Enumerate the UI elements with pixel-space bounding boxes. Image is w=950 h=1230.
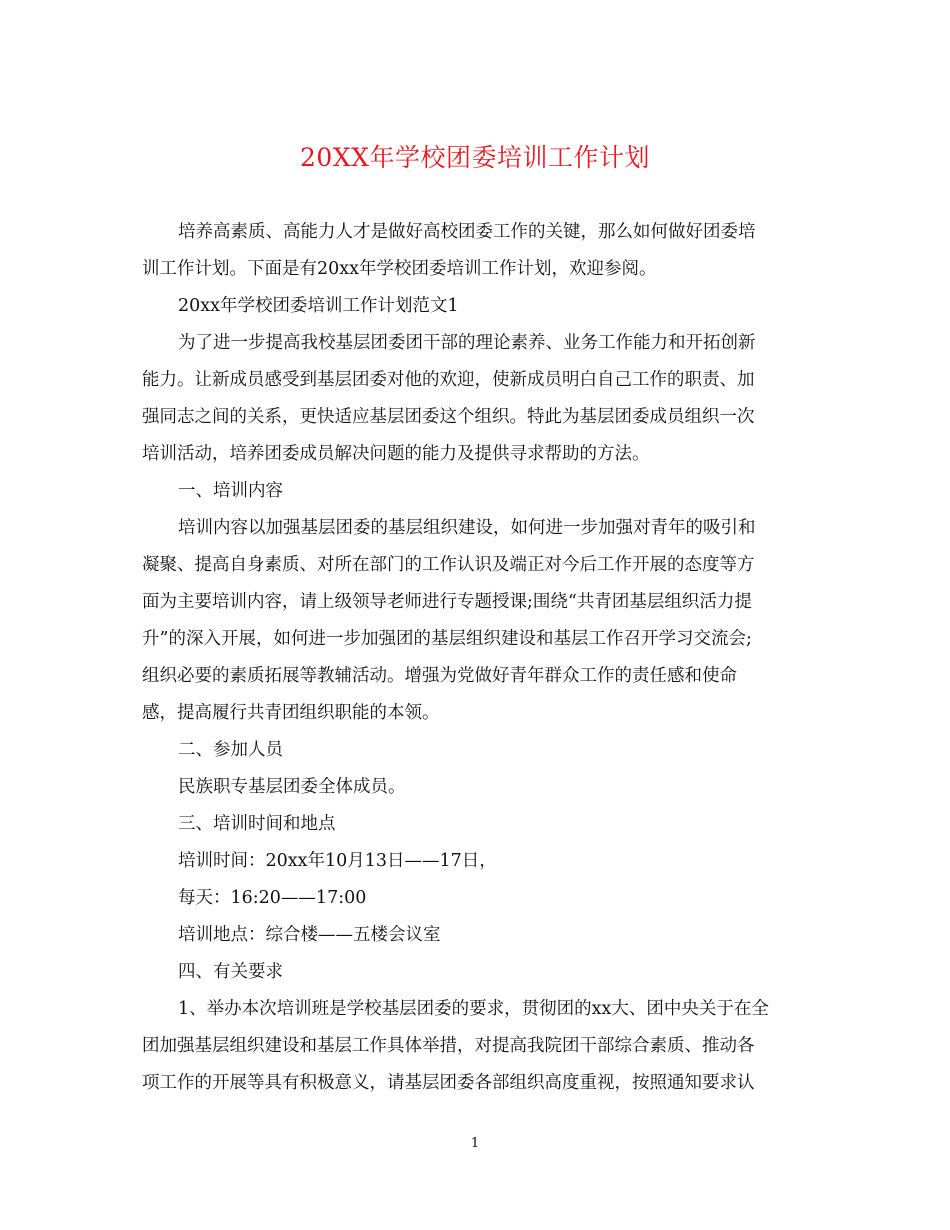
paragraph-line: 二、参加人员 <box>178 740 283 760</box>
paragraph-line: 四、有关要求 <box>178 962 283 982</box>
document-title: 20XX年学校团委培训工作计划 <box>300 143 650 172</box>
paragraph-line: 培训地点：综合楼——五楼会议室 <box>178 925 441 945</box>
paragraph-line: 训工作计划。下面是有20xx年学校团委培训工作计划，欢迎参阅。 <box>142 259 657 279</box>
page-number: 1 <box>470 1136 480 1151</box>
paragraph-line: 组织必要的素质拓展等教辅活动。增强为党做好青年群众工作的责任感和使命 <box>142 666 737 686</box>
paragraph-line: 感，提高履行共青团组织职能的本领。 <box>142 703 440 723</box>
paragraph-line: 民族职专基层团委全体成员。 <box>178 777 406 797</box>
paragraph-line: 培训活动，培养团委成员解决问题的能力及提供寻求帮助的方法。 <box>142 444 650 464</box>
paragraph-line: 20xx年学校团委培训工作计划范文1 <box>178 296 459 316</box>
paragraph-line: 三、培训时间和地点 <box>178 814 336 834</box>
paragraph-line: 培训时间：20xx年10月13日——17日， <box>178 851 497 871</box>
paragraph-line: 凝聚、提高自身素质、对所在部门的工作认识及端正对今后工作开展的态度等方 <box>142 555 755 575</box>
paragraph-line: 培训内容以加强基层团委的基层组织建设，如何进一步加强对青年的吸引和 <box>178 518 756 538</box>
paragraph-line: 一、培训内容 <box>178 481 283 501</box>
paragraph-line: 面为主要培训内容，请上级领导老师进行专题授课;围绕“共青团基层组织活力提 <box>142 592 752 612</box>
paragraph-line: 升”的深入开展，如何进一步加强团的基层组织建设和基层工作召开学习交流会; <box>142 629 752 649</box>
paragraph-line: 1、举办本次培训班是学校基层团委的要求，贯彻团的xx大、团中央关于在全 <box>178 999 769 1019</box>
document-body <box>142 214 798 1102</box>
paragraph-line: 团加强基层组织建设和基层工作具体举措，对提高我院团干部综合素质、推动各 <box>142 1036 755 1056</box>
paragraph-line: 培养高素质、高能力人才是做好高校团委工作的关键，那么如何做好团委培 <box>178 222 756 242</box>
paragraph-line: 项工作的开展等具有积极意义，请基层团委各部组织高度重视，按照通知要求认 <box>142 1073 755 1093</box>
paragraph-line: 能力。让新成员感受到基层团委对他的欢迎，使新成员明白自己工作的职责、加 <box>142 370 755 390</box>
paragraph-line: 每天：16:20——17:00 <box>178 888 367 908</box>
paragraph-line: 为了进一步提高我校基层团委团干部的理论素养、业务工作能力和开拓创新 <box>178 333 756 353</box>
paragraph-line: 强同志之间的关系，更快适应基层团委这个组织。特此为基层团委成员组织一次 <box>142 407 755 427</box>
